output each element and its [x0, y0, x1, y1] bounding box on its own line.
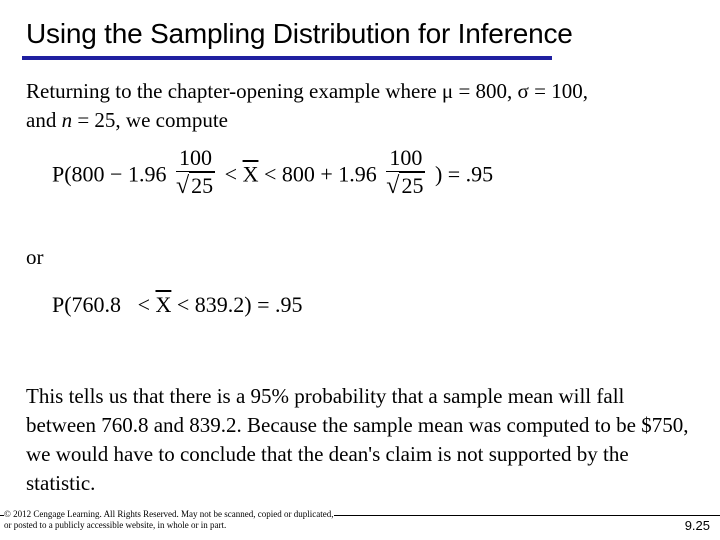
eq1-frac1-radicand: 25 — [191, 173, 214, 198]
eq1-xbar: $\overline{X}$ — [242, 161, 259, 187]
eq1-mid: < $\overline{X} < 800 + 1.96$ — [224, 161, 377, 187]
title-underline — [22, 56, 552, 60]
intro-line-2-prefix: and — [26, 108, 62, 132]
intro-line-2-suffix: = 25, we compute — [72, 108, 228, 132]
eq1-open: P(800 − 1.96 — [52, 161, 167, 187]
page-number: 9.25 — [684, 518, 710, 533]
eq1-frac2-radicand: 25 — [401, 173, 424, 198]
sqrt-symbol: √ — [386, 173, 400, 199]
eq1-close: ) = .95 — [434, 161, 494, 187]
eq1-frac2-denominator — [386, 172, 425, 200]
intro-line-1: Returning to the chapter-opening example where μ = 800, σ = 100, — [26, 79, 588, 103]
eq1-fraction-2 — [386, 145, 425, 200]
eq1-frac1-denominator — [176, 172, 215, 200]
eq2-xbar: $\overline{X}$ — [155, 292, 172, 317]
eq2-open: P(760.8 — [52, 292, 122, 317]
slide-title: Using the Sampling Distribution for Inference — [26, 18, 573, 49]
eq1-fraction-1 — [176, 145, 215, 200]
variable-n: n — [61, 108, 73, 132]
eq2-lt: < — [137, 292, 150, 317]
intro-line-2 — [26, 106, 696, 135]
intro-paragraph — [26, 77, 696, 135]
probability-equation-2 — [52, 292, 303, 332]
eq1-frac2-numerator: 100 — [386, 145, 425, 172]
or-text: or — [26, 245, 44, 269]
eq2-rest: < 839.2) = .95 — [176, 292, 303, 317]
probability-equation-1 — [52, 147, 493, 217]
sqrt-symbol: √ — [175, 173, 190, 199]
copyright-notice: © 2012 Cengage Learning. All Rights Reserved. May not be scanned, copied or duplicated, or posted to a publicly accessible website, in whole or in part. — [4, 509, 334, 530]
eq1-frac1-numerator: 100 — [176, 145, 215, 172]
conclusion-paragraph: This tells us that there is a 95% probability that a sample mean will fall between 760.8 and 839.2. Because the sample mean was computed to be $750, we would have to conclude that the dean's claim is not supported by the statistic. — [26, 384, 689, 495]
